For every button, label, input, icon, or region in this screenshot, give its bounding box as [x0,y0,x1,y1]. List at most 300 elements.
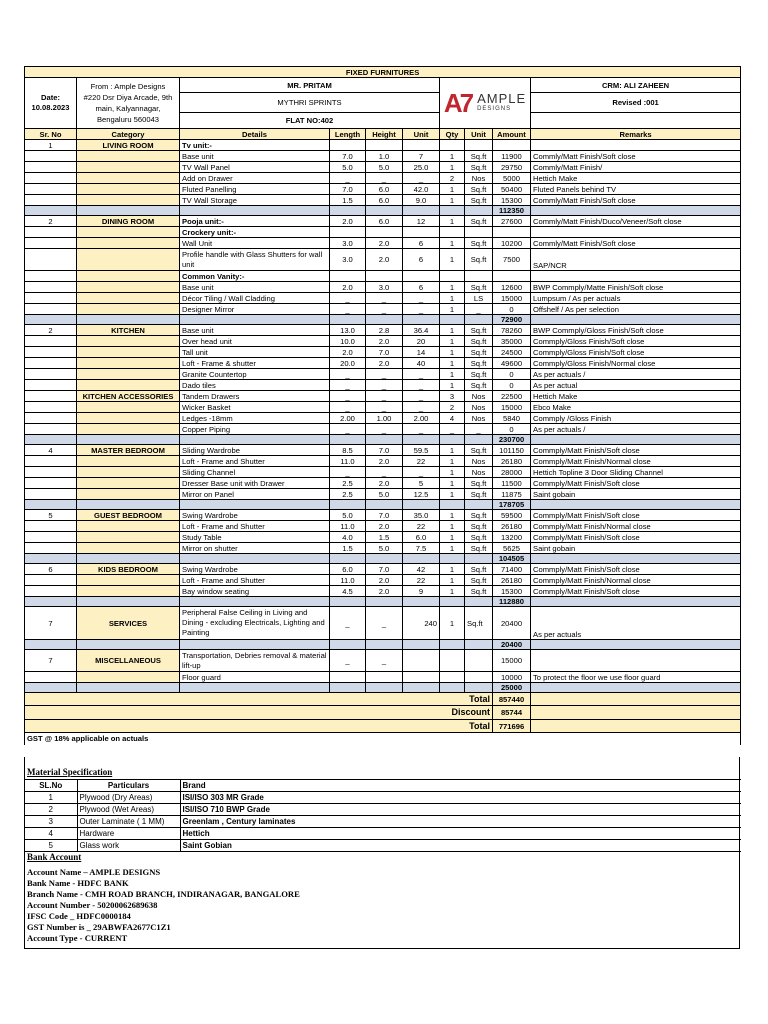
cell-sr: 5 [25,510,77,521]
line-item-row [25,607,741,640]
line-item-row [25,564,741,575]
cell-amt: 26180 [493,575,531,586]
cell-len: _ [330,607,366,640]
cell-len: 8.5 [330,445,366,456]
material-part: Plywood (Dry Areas) [77,792,180,804]
cell-unit: 22 [403,456,440,467]
col-header: Remarks [531,129,741,140]
cell-qty: 1 [440,380,465,391]
cell-len: 5.0 [330,162,366,173]
cell-rem: Commply/Matt Finish/Soft close [531,445,741,456]
cell-unit: _ [403,293,440,304]
cell-det: Ledges -18mm [180,413,330,424]
cell-rem: Commply /Gloss Finish [531,413,741,424]
line-item-row [25,413,741,424]
cell-hei: _ [366,380,403,391]
cell-u2 [465,650,493,672]
cell-det: Tv unit:- [180,140,330,151]
cell-hei: 5.0 [366,543,403,554]
cell-rem: BWP Commply/Matte Finish/Soft close [531,282,741,293]
cell-sr [25,456,77,467]
cell-det: Loft - Frame and Shutter [180,575,330,586]
cell-cat [77,271,180,282]
cell-sr [25,424,77,435]
cell-qty: 1 [440,478,465,489]
cell-sr: 7 [25,607,77,640]
cell-det: Sliding Channel [180,467,330,478]
line-item-row [25,650,741,672]
cell-sr [25,413,77,424]
cell-det: Wicker Basket [180,402,330,413]
cell-hei: 2.0 [366,249,403,271]
material-no: 4 [25,828,77,840]
cell-hei: _ [366,650,403,672]
discount-label: Discount [25,706,493,720]
col-header: Unit [465,129,493,140]
line-item-row [25,510,741,521]
cell-hei: _ [366,402,403,413]
line-item-row [25,227,741,238]
cell-u2: Sq.ft [465,162,493,173]
cell-sr [25,347,77,358]
subtotal-row [25,683,741,693]
cell-amt: 15000 [493,402,531,413]
cell-rem: Hettich Make [531,173,741,184]
cell-rem: Commply/Matt Finish/Soft close [531,510,741,521]
cell-det: TV Wall Panel [180,162,330,173]
cell-amt [493,227,531,238]
cell-rem: Commply/Matt Finish/Soft close [531,532,741,543]
cell-det: Common Vanity:- [180,271,330,282]
cell-rem: Fluted Panels behind TV [531,184,741,195]
cell-amt: 15300 [493,586,531,597]
cell-amt: 10000 [493,672,531,683]
from-address [77,78,180,129]
cell-sr [25,391,77,402]
cell-det: Base unit [180,282,330,293]
cell-unit: 59.5 [403,445,440,456]
cell-u2: Sq.ft [465,358,493,369]
col-header: Qty [440,129,465,140]
cell-rem: Lumpsum / As per actuals [531,293,741,304]
flat-number: FLAT NO:402 [180,113,440,129]
subtotal-amount: 25000 [493,683,531,693]
cell-amt: 22500 [493,391,531,402]
cell-cat [77,195,180,206]
cell-qty: 1 [440,249,465,271]
cell-det: Crockery unit:- [180,227,330,238]
bank-line: GST Number is _ 29ABWFA2677C1Z1 [27,922,171,932]
cell-rem: Commly/Matt Finish/Soft close [531,195,741,206]
cell-hei: 1.00 [366,413,403,424]
date-value: 10.08.2023 [31,103,70,112]
cell-rem: Commply/Matt Finish/Soft close [531,586,741,597]
cell-amt: 15000 [493,293,531,304]
cell-qty: 1 [440,369,465,380]
cell-cat: SERVICES [77,607,180,640]
subtotal-row [25,435,741,445]
cell-unit: _ [403,380,440,391]
cell-qty: 1 [440,575,465,586]
cell-det: Add on Drawer [180,173,330,184]
line-item-row [25,358,741,369]
cell-u2: Sq.ft [465,607,493,640]
cell-u2: Sq.ft [465,238,493,249]
cell-qty: 1 [440,564,465,575]
cell-len: 7.0 [330,184,366,195]
cell-sr: 4 [25,445,77,456]
cell-unit: _ [403,467,440,478]
cell-u2: Sq.ft [465,532,493,543]
cell-sr [25,575,77,586]
bank-line: Account Number - 50200062689638 [27,900,158,910]
cell-sr [25,543,77,554]
material-table [25,779,741,852]
cell-hei: 7.0 [366,445,403,456]
subtotal-row [25,597,741,607]
subtotal-amount: 20400 [493,640,531,650]
cell-qty: 1 [440,195,465,206]
cell-len: 2.0 [330,347,366,358]
cell-rem: Commly/Matt Finish/Duco/Veneer/Soft close [531,216,741,227]
cell-unit: 22 [403,575,440,586]
cell-sr [25,304,77,315]
cell-cat [77,249,180,271]
cell-amt: 15000 [493,650,531,672]
cell-cat [77,672,180,683]
cell-det: TV Wall Storage [180,195,330,206]
cell-cat [77,151,180,162]
cell-amt: 20400 [493,607,531,640]
col-header: Length [330,129,366,140]
cell-cat: KITCHEN ACCESSORIES [77,391,180,402]
total-label: Total [25,693,493,706]
cell-sr [25,369,77,380]
cell-qty: 1 [440,238,465,249]
from-line: main, Kalyannagar, [95,104,161,113]
revision: Revised :001 [531,93,741,113]
cell-rem: Commply/Gloss Finish/Normal close [531,358,741,369]
project-name: MYTHRI SPRINTS [180,93,440,113]
line-item-row [25,249,741,271]
cell-len: 20.0 [330,358,366,369]
material-header: Particulars [77,780,180,792]
cell-len: 11.0 [330,521,366,532]
cell-hei: 1.0 [366,151,403,162]
cell-det: Décor Tiling / Wall Cladding [180,293,330,304]
cell-qty: 1 [440,325,465,336]
col-header: Height [366,129,403,140]
cell-sr [25,358,77,369]
cell-qty [440,650,465,672]
cell-hei: _ [366,391,403,402]
cell-rem: Commly/Matt Finish/Soft close [531,151,741,162]
cell-hei: 2.0 [366,478,403,489]
cell-sr [25,184,77,195]
cell-rem: Offshelf / As per selection [531,304,741,315]
line-item-row [25,489,741,500]
cell-qty: 1 [440,336,465,347]
cell-u2: Sq.ft [465,325,493,336]
cell-qty: 1 [440,184,465,195]
cell-u2: Sq.ft [465,510,493,521]
material-header: SL.No [25,780,77,792]
cell-len: 7.0 [330,151,366,162]
cell-u2 [465,672,493,683]
cell-rem: Hettich Make [531,391,741,402]
cell-unit: 6 [403,238,440,249]
material-part: Outer Laminate ( 1 MM) [77,816,180,828]
cell-unit: 2.00 [403,413,440,424]
cell-sr [25,478,77,489]
cell-unit: 9 [403,586,440,597]
line-item-row [25,478,741,489]
cell-qty: 1 [440,304,465,315]
cell-qty [440,672,465,683]
cell-qty [440,140,465,151]
cell-cat [77,227,180,238]
cell-rem: Commply/Matt Finish/Soft close [531,564,741,575]
cell-u2: Sq.ft [465,216,493,227]
cell-amt: 27600 [493,216,531,227]
line-item-row [25,380,741,391]
cell-det: Tall unit [180,347,330,358]
material-row [25,792,741,804]
cell-cat [77,413,180,424]
cell-len: 6.0 [330,564,366,575]
cell-u2: Sq.ft [465,249,493,271]
cell-u2: Sq.ft [465,586,493,597]
material-rows [25,792,741,852]
cell-qty: 1 [440,151,465,162]
material-brand: Saint Gobian [180,840,741,852]
line-item-row [25,369,741,380]
cell-unit: 20 [403,336,440,347]
cell-sr [25,238,77,249]
cell-amt: 5625 [493,543,531,554]
cell-det: Dado tiles [180,380,330,391]
cell-det: Swing Wardrobe [180,510,330,521]
cell-unit: _ [403,369,440,380]
cell-u2: Nos [465,173,493,184]
cell-cat [77,369,180,380]
cell-amt [493,140,531,151]
ample-logo-icon: A7 [443,88,472,118]
cell-hei: _ [366,304,403,315]
cell-amt: 24500 [493,347,531,358]
cell-qty [440,271,465,282]
cell-qty: 1 [440,607,465,640]
cell-qty: 1 [440,543,465,554]
cell-det: Sliding Wardrobe [180,445,330,456]
material-header: Brand [180,780,741,792]
cell-hei: _ [366,607,403,640]
cell-qty [440,227,465,238]
cell-hei: _ [366,369,403,380]
cell-amt: 15300 [493,195,531,206]
from-line: From : Ample Designs [90,82,166,91]
cell-rem: Commly/Matt Finish/ [531,162,741,173]
cell-sr: 1 [25,140,77,151]
cell-hei: _ [366,467,403,478]
cell-u2: Sq.ft [465,564,493,575]
cell-qty: 1 [440,445,465,456]
cell-sr [25,227,77,238]
discount-value: 85744 [493,706,531,720]
cell-amt: 78260 [493,325,531,336]
cell-amt: 11500 [493,478,531,489]
cell-rem [531,140,741,151]
cell-len: _ [330,650,366,672]
cell-sr [25,195,77,206]
logo-sub: DESIGNS [477,106,512,112]
cell-det: Loft - Frame and Shutter [180,456,330,467]
cell-cat [77,238,180,249]
cell-cat [77,478,180,489]
grand-total-value: 771696 [493,720,531,733]
cell-rem: As per actuals / [531,424,741,435]
subtotal-row [25,500,741,510]
line-item-row [25,391,741,402]
cell-qty: 1 [440,347,465,358]
cell-u2: Sq.ft [465,151,493,162]
subtotal-amount: 112880 [493,597,531,607]
cell-amt: 11900 [493,151,531,162]
cell-len: _ [330,293,366,304]
cell-len: 3.0 [330,238,366,249]
cell-hei: 7.0 [366,347,403,358]
footer-section [24,757,740,949]
cell-amt: 0 [493,369,531,380]
cell-hei: _ [366,293,403,304]
cell-det: Transportation, Debries removal & material lift-up [180,650,330,672]
cell-u2: LS [465,293,493,304]
cell-u2: Sq.ft [465,195,493,206]
cell-rem: Commply/Matt Finish/Normal close [531,521,741,532]
cell-sr: 7 [25,650,77,672]
line-item-row [25,238,741,249]
line-item-row [25,293,741,304]
cell-unit: 7 [403,151,440,162]
cell-sr [25,336,77,347]
line-item-row [25,184,741,195]
cell-unit: 12.5 [403,489,440,500]
cell-det: Mirror on shutter [180,543,330,554]
cell-amt: 7500 [493,249,531,271]
totals-row [25,693,741,706]
cell-len: 4.5 [330,586,366,597]
cell-sr: 2 [25,325,77,336]
from-line: #220 Dsr Diya Arcade, 9th [83,93,173,102]
logo [440,78,531,129]
cell-u2: Sq.ft [465,521,493,532]
subtotal-amount: 178705 [493,500,531,510]
cell-qty: 1 [440,216,465,227]
material-row [25,828,741,840]
cell-hei: 5.0 [366,162,403,173]
cell-rem: As per actuals / [531,369,741,380]
cell-hei: 6.0 [366,184,403,195]
cell-amt: 12600 [493,282,531,293]
material-row [25,840,741,852]
cell-hei [366,672,403,683]
cell-u2: Nos [465,391,493,402]
cell-len: _ [330,467,366,478]
cell-cat [77,380,180,391]
cell-cat [77,184,180,195]
cell-len: 10.0 [330,336,366,347]
col-header: Sr. No [25,129,77,140]
cell-cat [77,358,180,369]
cell-len: 4.0 [330,532,366,543]
cell-unit: _ [403,402,440,413]
cell-hei: 5.0 [366,489,403,500]
client-name: MR. PRITAM [180,78,440,93]
discount-row [25,706,741,720]
cell-sr [25,586,77,597]
sheet-title: FIXED FURNITURES [25,67,741,78]
cell-len [330,140,366,151]
cell-amt: 101150 [493,445,531,456]
subtotal-amount: 230700 [493,435,531,445]
line-item-row [25,424,741,435]
cell-hei [366,140,403,151]
cell-u2: Sq.ft [465,184,493,195]
cell-u2: Sq.ft [465,445,493,456]
cell-sr [25,532,77,543]
cell-qty: 1 [440,282,465,293]
cell-det: Base unit [180,325,330,336]
line-item-row [25,325,741,336]
cell-amt: 29750 [493,162,531,173]
crm-name: CRM: ALI ZAHEEN [531,78,741,93]
cell-amt: 13200 [493,532,531,543]
cell-qty: 1 [440,467,465,478]
cell-hei: 2.0 [366,575,403,586]
cell-qty: 1 [440,586,465,597]
cell-det: Study Table [180,532,330,543]
cell-len: 2.5 [330,478,366,489]
cell-len: 1.5 [330,543,366,554]
line-item-row [25,467,741,478]
cell-rem: Saint gobain [531,489,741,500]
bank-details [27,867,300,944]
cell-det: Loft - Frame & shutter [180,358,330,369]
cell-hei: 6.0 [366,216,403,227]
cell-qty: 1 [440,521,465,532]
cell-qty: 1 [440,510,465,521]
cell-det: Dresser Base unit with Drawer [180,478,330,489]
cell-len [330,227,366,238]
cell-hei [366,271,403,282]
cell-rem: Commply/Gloss Finish/Soft close [531,347,741,358]
cell-unit: _ [403,424,440,435]
cell-rem: SAP/NCR [531,249,741,271]
cell-hei: 2.0 [366,586,403,597]
subtotal-amount: 112350 [493,206,531,216]
cell-sr [25,151,77,162]
cell-u2: Nos [465,456,493,467]
cell-rem [531,650,741,672]
line-item-row [25,336,741,347]
cell-unit: 25.0 [403,162,440,173]
cell-amt: 0 [493,304,531,315]
line-item-row [25,445,741,456]
cell-det: Granite Countertop [180,369,330,380]
line-item-row [25,543,741,554]
cell-amt: 0 [493,380,531,391]
cell-sr [25,282,77,293]
